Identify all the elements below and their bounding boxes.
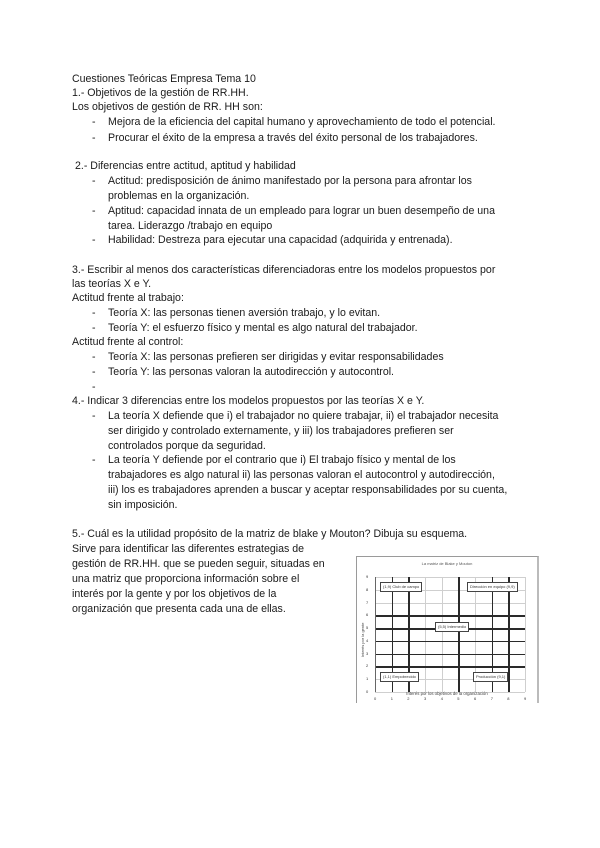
- x-axis-label: Interés por los objetivos de la organización: [406, 691, 488, 696]
- q5-heading: 5.- Cuál es la utilidad propósito de la matriz de blake y Mouton? Dibuja su esquema.: [72, 528, 468, 540]
- q3-heading-cont: las teorías X e Y.: [72, 278, 152, 290]
- bullet-dash: -: [92, 410, 96, 422]
- q1-bullet: Mejora de la eficiencia del capital humano y aprovechamiento de todo el potencial.: [108, 116, 496, 128]
- bullet-dash: -: [92, 234, 96, 246]
- x-tick: 3: [424, 696, 427, 701]
- q4-bullet-cont: trabajadores es algo natural ii) las personas valoran el autocontrol y autodirección,: [108, 469, 495, 481]
- bullet-dash: -: [92, 132, 96, 144]
- q2-heading: 2.- Diferencias entre actitud, aptitud y habilidad: [75, 160, 296, 172]
- bullet-dash: -: [92, 307, 96, 319]
- x-tick: 1: [390, 696, 393, 701]
- q2-bullet-cont: problemas en la organización.: [108, 190, 250, 202]
- q3-bullet: Teoría X: las personas tienen aversión trabajo, y lo evitan.: [108, 307, 381, 319]
- bullet-dash: -: [92, 454, 96, 466]
- q4-bullet: La teoría X defiende que i) el trabajador no quiere trabajar, ii) el trabajador necesita: [108, 410, 499, 422]
- label-impoverished: (1,1) Empobrecido: [380, 672, 419, 682]
- q3-heading: 3.- Escribir al menos dos características diferenciadoras entre los modelos propuestos por: [72, 264, 496, 276]
- blake-mouton-matrix: [356, 556, 539, 703]
- x-tick: 0: [374, 696, 377, 701]
- bullet-dash: -: [92, 322, 96, 334]
- y-tick: 4: [366, 638, 369, 643]
- label-middle-road: (5,5) Intermedio: [435, 622, 469, 632]
- q3-bullet: Teoría X: las personas prefieren ser dirigidas y evitar responsabilidades: [108, 351, 444, 363]
- q5-answer-line: organización que presenta cada una de ellas.: [72, 603, 286, 615]
- x-tick: 7: [490, 696, 493, 701]
- q5-answer-line: gestión de RR.HH. que se pueden seguir, situadas en: [72, 558, 325, 570]
- q4-heading: 4.- Indicar 3 diferencias entre los modelos propuestos por las teorías X e Y.: [72, 395, 425, 407]
- q1-intro: Los objetivos de gestión de RR. HH son:: [72, 101, 263, 113]
- y-tick: 5: [366, 625, 369, 630]
- x-tick: 9: [524, 696, 527, 701]
- x-tick: 8: [507, 696, 510, 701]
- q5-answer-line: Sirve para identificar las diferentes estrategias de: [72, 543, 305, 555]
- q3-group-label: Actitud frente al control:: [72, 336, 184, 348]
- x-tick: 5: [457, 696, 460, 701]
- q2-bullet: Habilidad: Destreza para ejecutar una capacidad (adquirida y entrenada).: [108, 234, 453, 246]
- label-team-management: Dirección en equipo (9,9): [467, 582, 518, 592]
- x-tick: 2: [407, 696, 410, 701]
- y-tick: 7: [366, 600, 369, 605]
- x-tick: 4: [440, 696, 443, 701]
- y-tick: 8: [366, 587, 369, 592]
- q4-bullet-cont: iii) los es trabajadores aprenden a buscar y aceptar responsabilidades por su cuenta,: [108, 484, 508, 496]
- bullet-dash: -: [92, 351, 96, 363]
- bullet-dash: -: [92, 205, 96, 217]
- x-tick: 6: [474, 696, 477, 701]
- y-tick: 6: [366, 612, 369, 617]
- q2-bullet-cont: tarea. Liderazgo /trabajo en equipo: [108, 220, 273, 232]
- y-tick: 1: [366, 676, 369, 681]
- q4-bullet: La teoría Y defiende por el contrario que i) El trabajo físico y mental de los: [108, 454, 456, 466]
- q4-bullet-cont: ser dirigido y controlado externamente, y iii) los trabajadores prefieren ser: [108, 425, 454, 437]
- q1-bullet: Procurar el éxito de la empresa a través del éxito personal de los trabajadores.: [108, 132, 478, 144]
- q3-bullet: Teoría Y: las personas valoran la autodirección y autocontrol.: [108, 366, 395, 378]
- y-axis: [375, 577, 376, 692]
- y-tick: 9: [366, 574, 369, 579]
- label-produce-or-perish: Producción (9,1): [473, 672, 508, 682]
- label-country-club: (1,9) Club de campo: [380, 582, 422, 592]
- q4-bullet-cont: controlados porque da seguridad.: [108, 440, 266, 452]
- document-title: Cuestiones Teóricas Empresa Tema 10: [72, 73, 256, 85]
- bullet-dash-empty: -: [92, 381, 96, 393]
- q5-answer-line: una matriz que proporciona información sobre el: [72, 573, 300, 585]
- bullet-dash: -: [92, 116, 96, 128]
- q1-heading: 1.- Objetivos de la gestión de RR.HH.: [72, 87, 249, 99]
- q3-bullet: Teoría Y: el esfuerzo físico y mental es algo natural del trabajador.: [108, 322, 418, 334]
- q5-answer-line: interés por la gente y por los objetivos de la: [72, 588, 277, 600]
- y-axis-label: Interés por la gente: [360, 622, 365, 657]
- q2-bullet: Actitud: predisposición de ánimo manifestado por la persona para afrontar los: [108, 175, 472, 187]
- q3-group-label: Actitud frente al trabajo:: [72, 292, 184, 304]
- q2-bullet: Aptitud: capacidad innata de un empleado para lograr un buen desempeño de una: [108, 205, 495, 217]
- q5-answer: [72, 542, 357, 617]
- q4-bullet-cont: sin imposición.: [108, 499, 178, 511]
- y-tick: 3: [366, 651, 369, 656]
- y-tick: 0: [366, 689, 369, 694]
- y-tick: 2: [366, 663, 369, 668]
- chart-title: La matriz de Blake y Mouton: [421, 561, 473, 566]
- bullet-dash: -: [92, 175, 96, 187]
- bullet-dash: -: [92, 366, 96, 378]
